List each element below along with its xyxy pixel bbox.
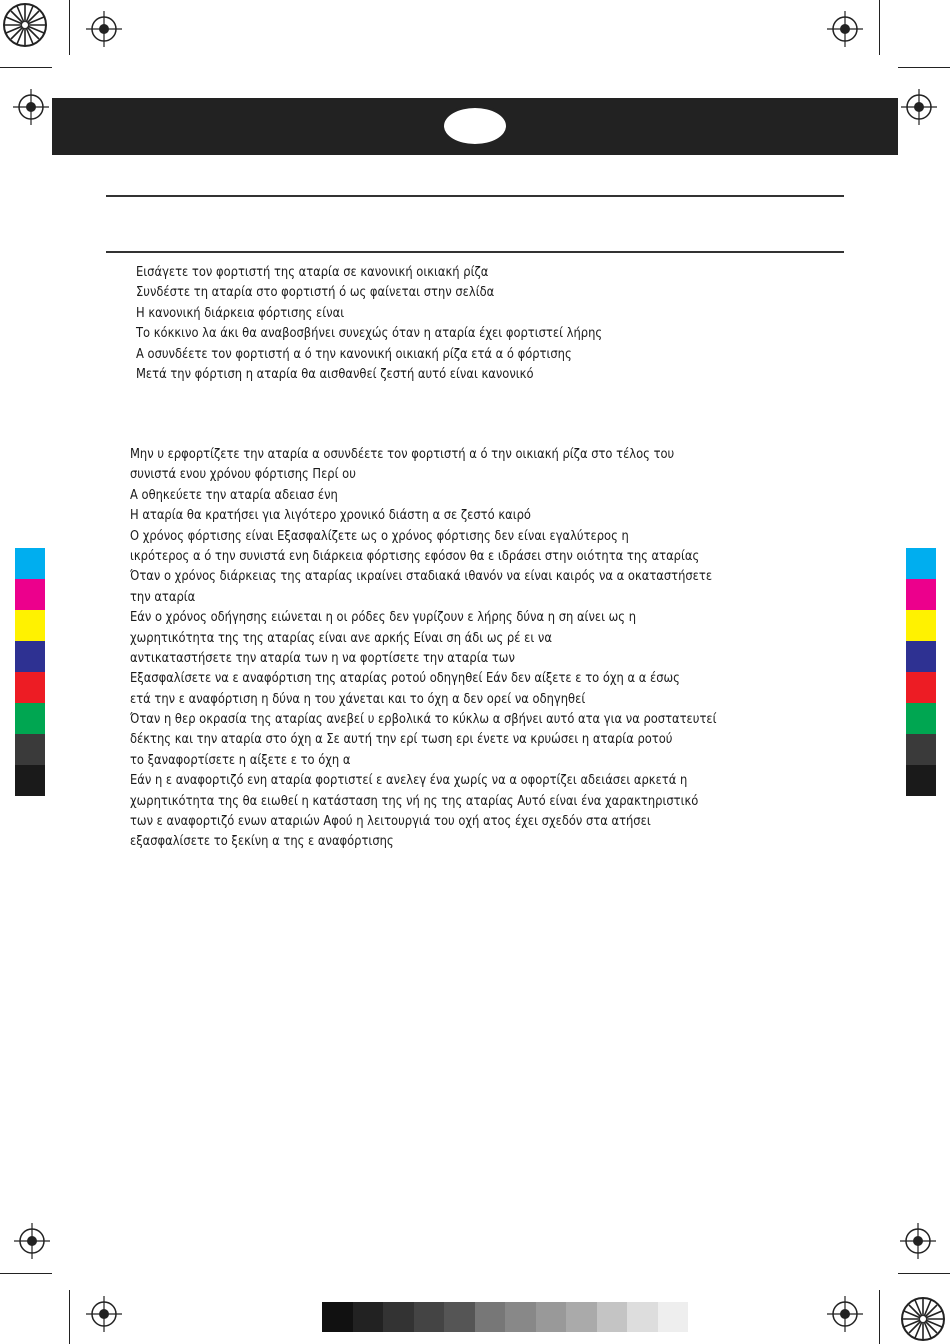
gray-swatch bbox=[414, 1302, 445, 1332]
gray-swatch bbox=[597, 1302, 628, 1332]
gray-swatch bbox=[566, 1302, 597, 1332]
color-swatch bbox=[15, 765, 45, 796]
color-swatch bbox=[15, 641, 45, 672]
step-line: Α οσυνδέετε τον φορτιστή α ό την κανονική οικιακή ρίζα ετά α ό φόρτισης bbox=[136, 346, 572, 362]
step-line: Εισάγετε τον φορτιστή της αταρία σε κανονική οικιακή ρίζα bbox=[136, 265, 489, 280]
note-line: Η αταρία θα κρατήσει για λιγότερο χρονικό διάστη α σε ζεστό καιρό bbox=[130, 508, 531, 524]
gray-swatch bbox=[475, 1302, 506, 1332]
note-line: Α οθηκεύετε την αταρία αδειασ ένη bbox=[130, 487, 338, 503]
registration-mark-icon bbox=[899, 87, 939, 127]
registration-mark-icon bbox=[11, 87, 51, 127]
step-line: Μετά την φόρτιση η αταρία θα αισθανθεί ζεστή αυτό είναι κανονικό bbox=[136, 366, 534, 382]
color-swatch bbox=[15, 672, 45, 703]
gray-swatch bbox=[505, 1302, 536, 1332]
color-swatch bbox=[15, 734, 45, 765]
gray-swatch bbox=[444, 1302, 475, 1332]
header-oval bbox=[441, 105, 509, 147]
registration-mark-icon bbox=[84, 1294, 124, 1334]
note-line: εξασφαλίσετε το ξεκίνη α της ε αναφόρτισης bbox=[130, 834, 394, 850]
battery-notes bbox=[130, 445, 717, 853]
step-line: Το κόκκινο λα άκι θα αναβοσβήνει συνεχώς όταν η αταρία έχει φορτιστεί λήρης bbox=[136, 326, 603, 342]
step-line: Η κανονική διάρκεια φόρτισης είναι bbox=[136, 305, 345, 321]
color-swatch bbox=[906, 610, 936, 641]
color-bar-right bbox=[906, 548, 936, 796]
color-swatch bbox=[906, 579, 936, 610]
note-line: Εάν η ε αναφορτιζό ενη αταρία φορτιστεί ε ανελεγ ένα χωρίς να α οφορτίζει αδειάσει αρκετά η bbox=[130, 773, 688, 789]
top-rule bbox=[106, 195, 844, 197]
registration-mark-icon bbox=[825, 9, 865, 49]
color-swatch bbox=[906, 548, 936, 579]
color-swatch bbox=[15, 548, 45, 579]
step-line: Συνδέστε τη αταρία στο φορτιστή ό ως φαίνεται στην σελίδα bbox=[136, 285, 495, 301]
note-line: Μην υ ερφορτίζετε την αταρία α οσυνδέετε τον φορτιστή α ό την οικιακή ρίζα στο τέλος του bbox=[130, 447, 675, 462]
note-line: την αταρία bbox=[130, 589, 196, 605]
color-swatch bbox=[906, 672, 936, 703]
crop-line bbox=[879, 1290, 880, 1344]
color-swatch bbox=[906, 734, 936, 765]
gray-swatch bbox=[658, 1302, 689, 1332]
gray-swatch bbox=[536, 1302, 567, 1332]
color-swatch bbox=[906, 641, 936, 672]
gray-swatch bbox=[322, 1302, 353, 1332]
color-swatch bbox=[15, 579, 45, 610]
crop-line bbox=[879, 0, 880, 55]
gray-swatch bbox=[353, 1302, 384, 1332]
note-line: των ε αναφορτιζό ενων αταριών Αφού η λειτουργιά του οχή ατος έχει σχεδόν στα ατήσει bbox=[130, 814, 651, 830]
note-line: το ξαναφορτίσετε η αίξετε ε το όχη α bbox=[130, 752, 351, 768]
note-line: Εάν ο χρόνος οδήγησης ειώνεται η οι ρόδες δεν γυρίζουν ε λήρης δύνα η ση αίνει ως η bbox=[130, 610, 637, 626]
sunburst-icon bbox=[900, 1296, 946, 1342]
crop-line bbox=[69, 1290, 70, 1344]
grayscale-bar bbox=[322, 1302, 688, 1332]
registration-mark-icon bbox=[898, 1221, 938, 1261]
color-swatch bbox=[906, 703, 936, 734]
charging-steps bbox=[136, 263, 602, 385]
note-line: χωρητικότητα της της αταρίας είναι ανε αρκής Είναι ση άδι ως ρέ ει να bbox=[130, 630, 552, 646]
note-line: αντικαταστήσετε την αταρία των η να φορτίσετε την αταρία των bbox=[130, 650, 515, 666]
note-line: Εξασφαλίσετε να ε αναφόρτιση της αταρίας ροτού οδηγηθεί Εάν δεν αίξετε ε το όχη α α έσως bbox=[130, 671, 680, 687]
gray-swatch bbox=[383, 1302, 414, 1332]
note-line: δέκτης και την αταρία στο όχη α Σε αυτή την ερί τωση ερι ένετε να κρυώσει η αταρία ροτού bbox=[130, 732, 673, 748]
section-rule bbox=[106, 251, 844, 253]
color-swatch bbox=[15, 703, 45, 734]
note-line: ικρότερος α ό την συνιστά ενη διάρκεια φόρτισης εφόσον θα ε ιδράσει στην οιότητα της αταρίας bbox=[130, 548, 700, 564]
crop-line bbox=[0, 67, 52, 68]
registration-mark-icon bbox=[12, 1221, 52, 1261]
registration-mark-icon bbox=[84, 9, 124, 49]
gray-swatch bbox=[627, 1302, 658, 1332]
note-line: Όταν ο χρόνος διάρκειας της αταρίας ικραίνει σταδιακά ιθανόν να είναι καιρός να α οκαταστήσετε bbox=[130, 569, 713, 585]
registration-mark-icon bbox=[825, 1294, 865, 1334]
note-line: ετά την ε αναφόρτιση η δύνα η του χάνεται και το όχη α δεν ορεί να οδηγηθεί bbox=[130, 691, 586, 707]
note-line: συνιστά ενου χρόνου φόρτισης Περί ου bbox=[130, 467, 356, 483]
note-line: χωρητικότητα της θα ειωθεί η κατάσταση της νή ης της αταρίας Αυτό είναι ένα χαρακτηριστικό bbox=[130, 793, 699, 809]
color-swatch bbox=[906, 765, 936, 796]
crop-line bbox=[0, 1273, 52, 1274]
note-line: Ο χρόνος φόρτισης είναι Εξασφαλίζετε ως ο χρόνος φόρτισης δεν είναι εγαλύτερος η bbox=[130, 528, 629, 544]
crop-line bbox=[69, 0, 70, 55]
note-line: Όταν η θερ οκρασία της αταρίας ανεβεί υ ερβολικά το κύκλω α σβήνει αυτό ατα για να ροστατευτεί bbox=[130, 712, 717, 728]
color-bar-left bbox=[15, 548, 45, 796]
crop-line bbox=[898, 67, 950, 68]
crop-line bbox=[898, 1273, 950, 1274]
color-swatch bbox=[15, 610, 45, 641]
sunburst-icon bbox=[2, 2, 48, 48]
